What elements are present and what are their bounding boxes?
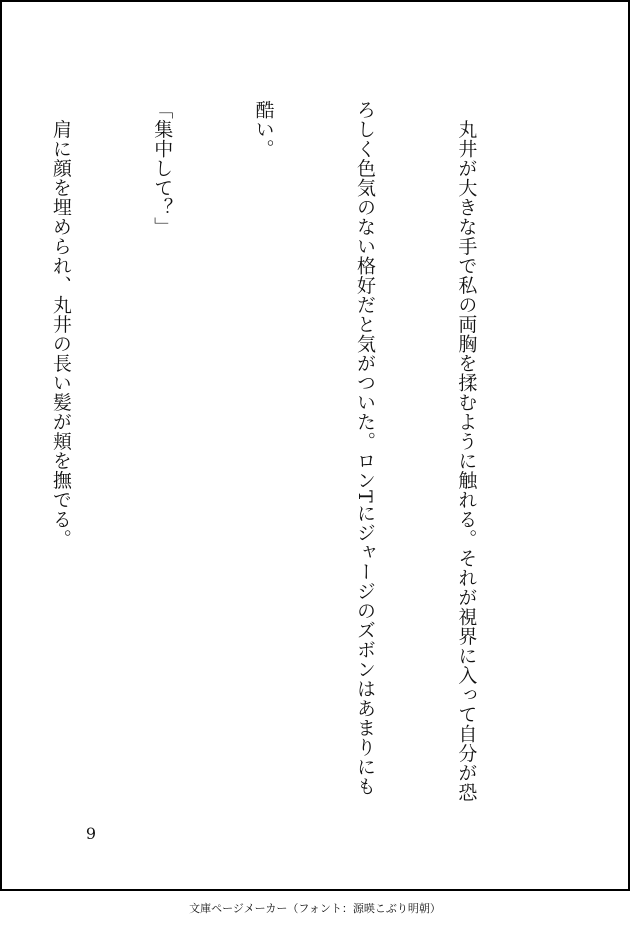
text-line: 肩に顔を埋められ、丸井の長い髪が頬を撫でる。 bbox=[49, 100, 72, 549]
page-number: 9 bbox=[85, 824, 97, 843]
vertical-text-body bbox=[49, 100, 550, 830]
text-line: ろしく色気のない格好だと気がついた。ロンTにジャージのズボンはあまりにも bbox=[354, 100, 377, 796]
footer-credit: 文庫ページメーカー（フォント：源暎こぶり明朝） bbox=[189, 902, 441, 915]
text-line: 丸井が大きな手で私の両胸を揉むように触れる。それが視界に入って自分が恐 bbox=[455, 100, 478, 802]
text-line: 酷い。 bbox=[252, 100, 275, 159]
text-line: 「集中して？」 bbox=[151, 100, 174, 237]
